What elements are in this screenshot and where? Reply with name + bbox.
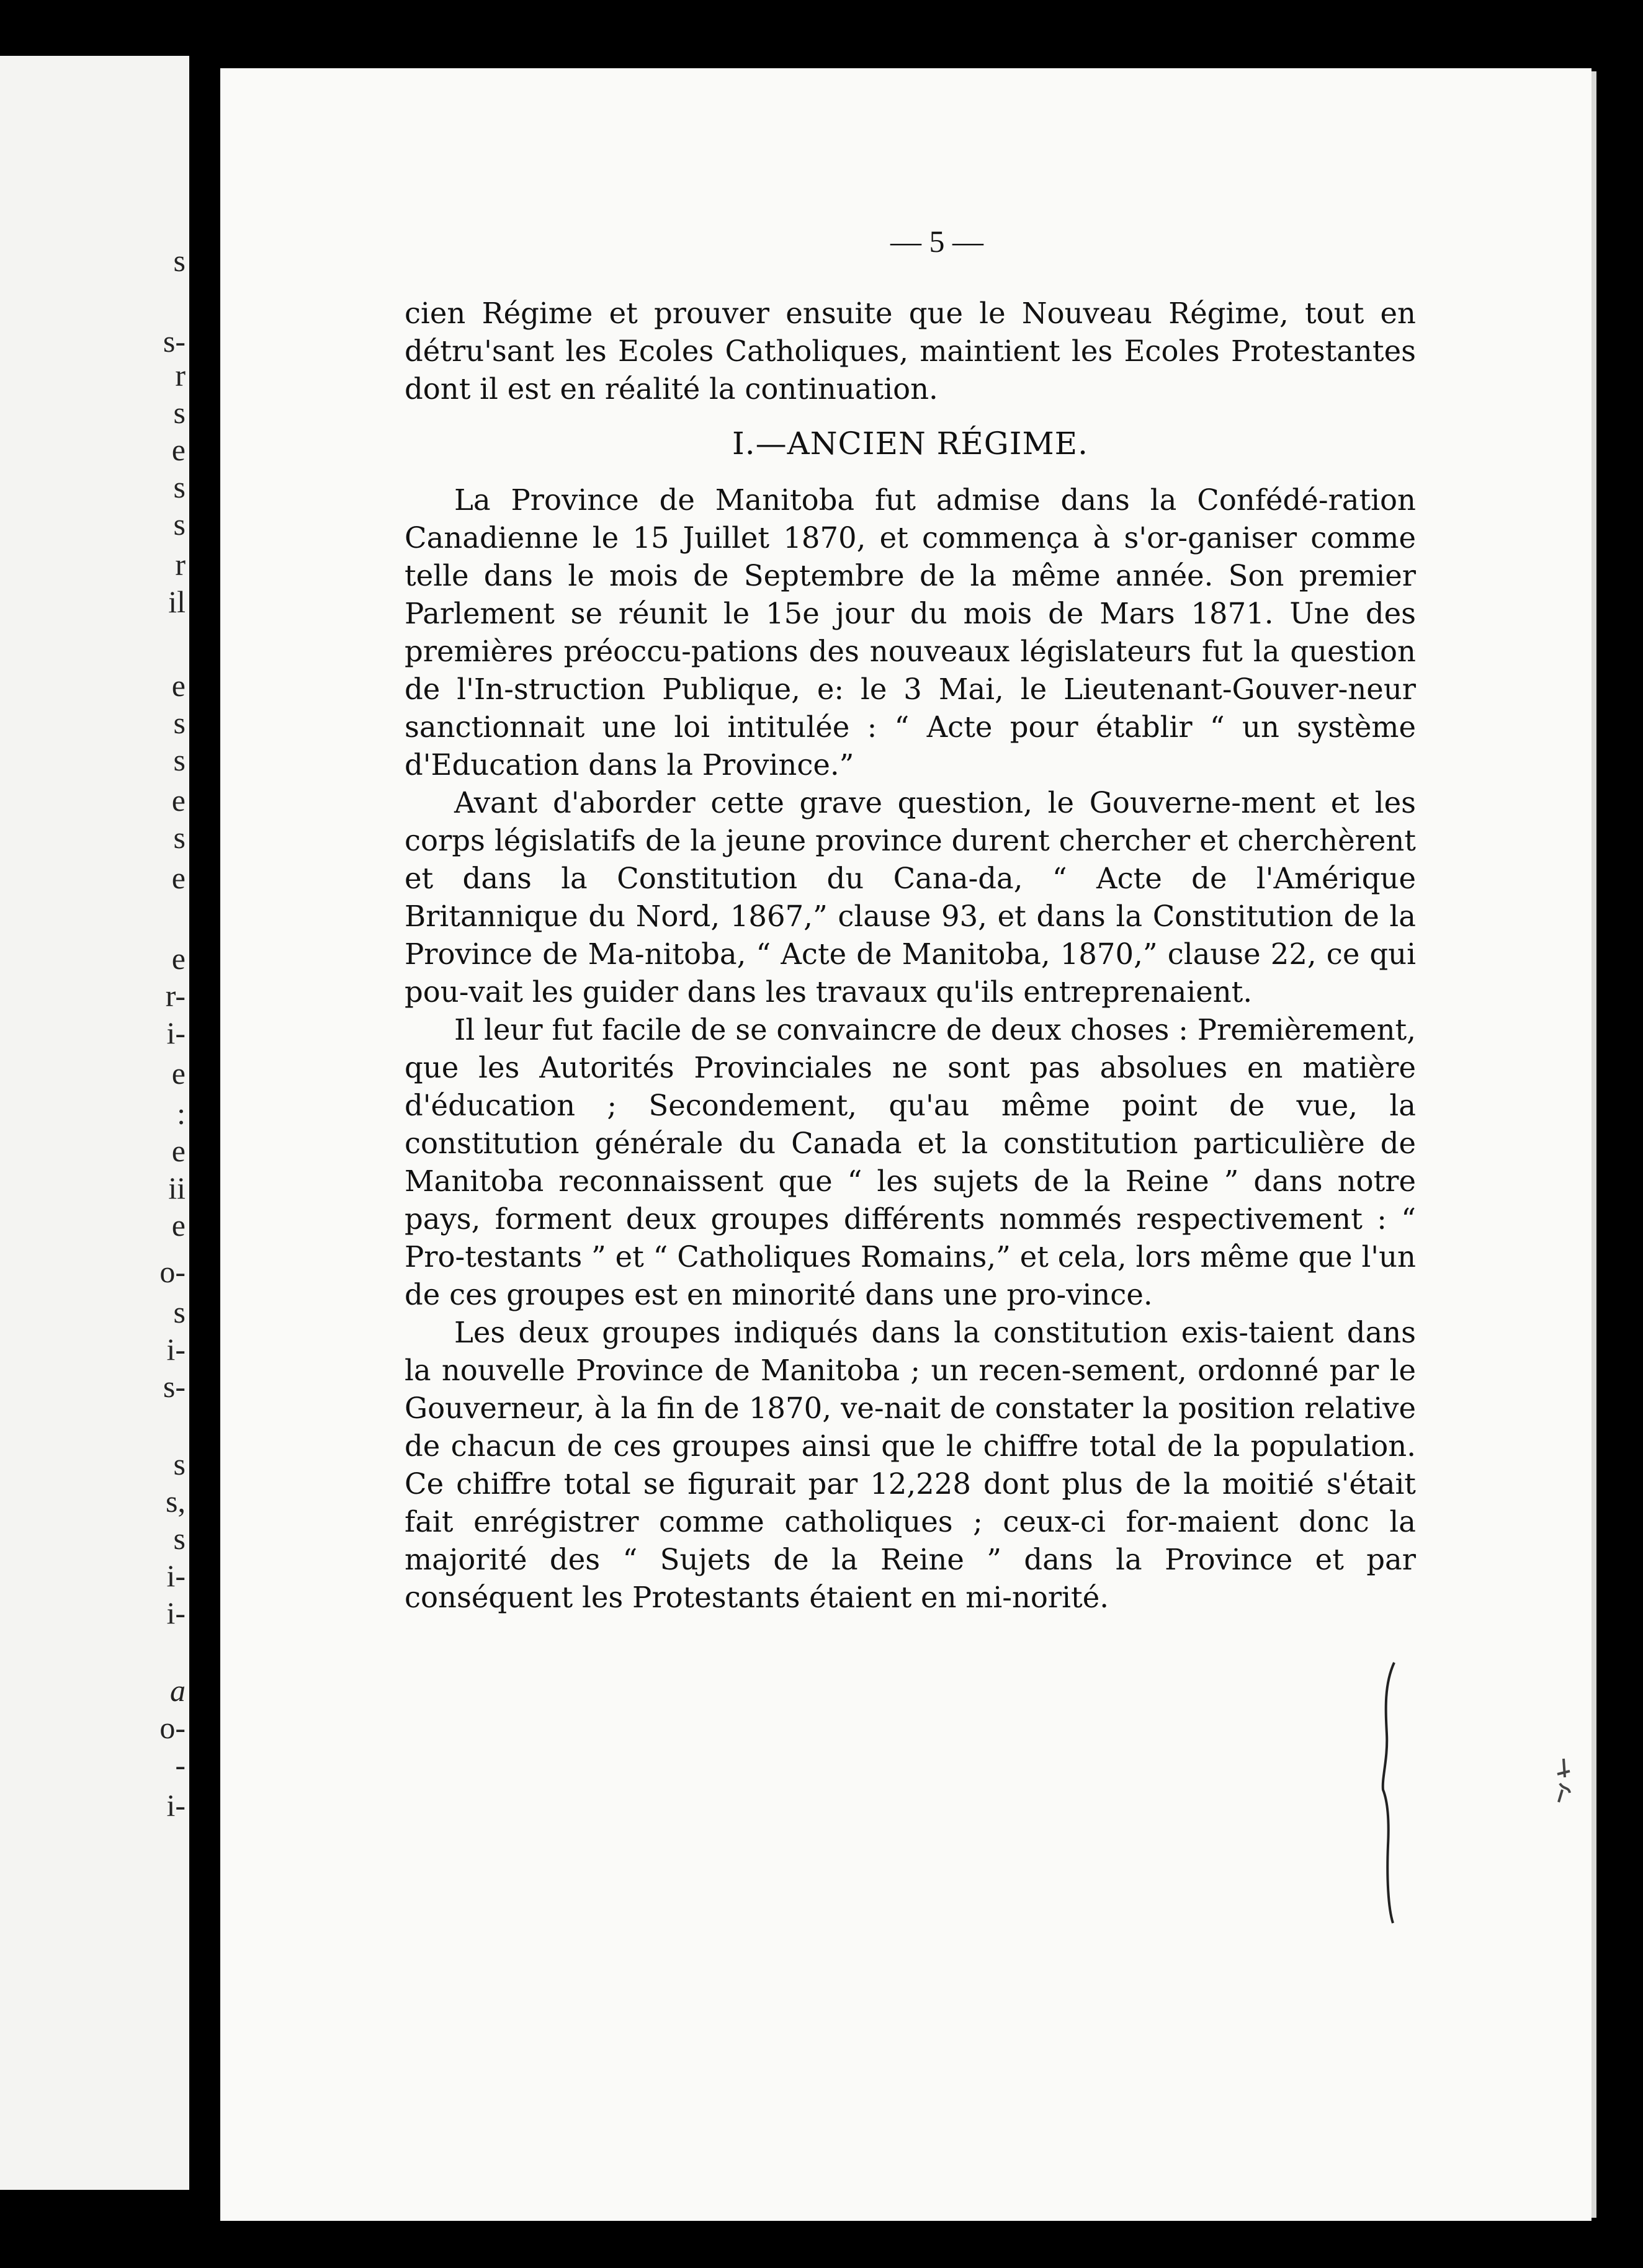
margin-ink-mark bbox=[1551, 1756, 1576, 1805]
left-page-fragment-text: : bbox=[177, 1096, 186, 1131]
left-page-fragment-text: i- bbox=[166, 1332, 186, 1367]
section-heading: I.—ANCIEN RÉGIME. bbox=[732, 426, 1089, 462]
left-page-fragment-text: s bbox=[173, 395, 186, 430]
left-page-fragment-text: s bbox=[173, 1447, 186, 1481]
left-page-fragment-text: e bbox=[171, 1056, 186, 1091]
left-page-fragment-text: s, bbox=[166, 1484, 186, 1519]
paragraph-4: Les deux groupes indiqués dans la constitution exis-taient dans la nouvelle Province de Manitoba ; un recen-sement, ordonné par le Gouverneur, à la fin de 1870, ve-nait de constater la position relative de chacun de ces groupes ainsi que le chiffre total de la population. Ce chiffre total se figurait par 12,228 dont plus de la moitié s'était fait enrégistrer comme catholiques ; ceux-ci for-maient donc la majorité des “ Sujets de la Reine ” dans la Province et par conséquent les Protestants étaient en mi-norité. bbox=[405, 1316, 1416, 1614]
left-page-fragment-text: e bbox=[171, 783, 186, 818]
left-page-fragment-text: ii bbox=[168, 1171, 186, 1205]
left-page-fragment bbox=[0, 56, 189, 2190]
left-page-fragment-text: a bbox=[170, 1673, 186, 1708]
margin-bracket-mark bbox=[1381, 1659, 1399, 1926]
left-page-fragment-text: e bbox=[171, 941, 186, 976]
page-body bbox=[405, 295, 1416, 1617]
left-page-fragment-text: e bbox=[171, 432, 186, 467]
paragraph-3: Il leur fut facile de se convaincre de deux choses : Premièrement, que les Autorités Provinciales ne sont pas absolues en matière d'éducation ; Secondement, qu'au même point de vue, la constitution générale du Canada et la constitution particulière de Manitoba reconnaissent que “ les sujets de la Reine ” dans notre pays, forment deux groupes différents nommés respectivement : “ Pro-testants ” et “ Catholiques Romains,” et cela, lors même que l'un de ces groupes est en minorité dans une pro-vince. bbox=[405, 1013, 1416, 1311]
left-page-fragment-text: s bbox=[173, 820, 186, 855]
left-page-fragment-text: s bbox=[173, 743, 186, 777]
left-page-fragment-text: e bbox=[171, 860, 186, 895]
paragraph-2: Avant d'aborder cette grave question, le Gouverne-ment et les corps législatifs de la jeune province durent chercher et cherchèrent et dans la Constitution du Cana-da, “ Acte de l'Amérique Britannique du Nord, 1867,” clause 93, et dans la Constitution de la Province de Ma-nitoba, “ Acte de Manitoba, 1870,” clause 22, ce qui pou-vait les guider dans les travaux qu'ils entreprenaient. bbox=[405, 786, 1416, 1009]
intro-paragraph: cien Régime et prouver ensuite que le Nouveau Régime, tout en détru'sant les Ecoles Catholiques, maintient les Ecoles Protestantes dont il est en réalité la continuation. bbox=[405, 297, 1416, 406]
left-page-fragment-text: s- bbox=[163, 1369, 186, 1404]
page bbox=[220, 68, 1592, 2221]
left-page-fragment-text: i- bbox=[166, 1558, 186, 1593]
left-page-fragment-text: s bbox=[173, 470, 186, 504]
left-page-fragment-text: r bbox=[175, 358, 186, 393]
left-page-fragment-text: i- bbox=[166, 1016, 186, 1050]
left-page-fragment-text: - bbox=[175, 1748, 186, 1782]
left-page-fragment-text: r- bbox=[165, 978, 186, 1013]
left-page-fragment-text: s bbox=[173, 1295, 186, 1329]
left-page-fragment-text: o- bbox=[159, 1254, 186, 1289]
left-page-fragment-text: r bbox=[175, 547, 186, 582]
left-page-fragment-text: s bbox=[173, 1521, 186, 1556]
left-page-fragment-text: il bbox=[168, 584, 186, 619]
left-page-fragment-text: o- bbox=[159, 1710, 186, 1745]
left-page-fragment-text: s bbox=[173, 705, 186, 740]
left-page-fragment-text: e bbox=[171, 668, 186, 703]
left-page-fragment-text: e bbox=[171, 1208, 186, 1243]
left-page-fragment-text: s- bbox=[163, 324, 186, 359]
page-number: — 5 — bbox=[890, 224, 983, 259]
left-page-fragment-text: i- bbox=[166, 1788, 186, 1823]
paragraph-1: La Province de Manitoba fut admise dans la Confédé-ration Canadienne le 15 Juillet 1870, et commença à s'or-ganiser comme telle dans le mois de Septembre de la même année. Son premier Parlement se réunit le 15e jour du mois de Mars 1871. Une des premières préoccu-pations des nouveaux législateurs fut la question de l'In-struction Publique, e: le 3 Mai, le Lieutenant-Gouver-neur sanctionnait une loi intitulée : “ Acte pour établir “ un système d'Education dans la Province.” bbox=[405, 483, 1416, 782]
left-page-fragment-text: s bbox=[173, 243, 186, 278]
left-page-fragment-text: i- bbox=[166, 1596, 186, 1630]
left-page-fragment-text: e bbox=[171, 1133, 186, 1168]
page-edge bbox=[1592, 71, 1596, 2218]
left-page-fragment-text: s bbox=[173, 507, 186, 542]
